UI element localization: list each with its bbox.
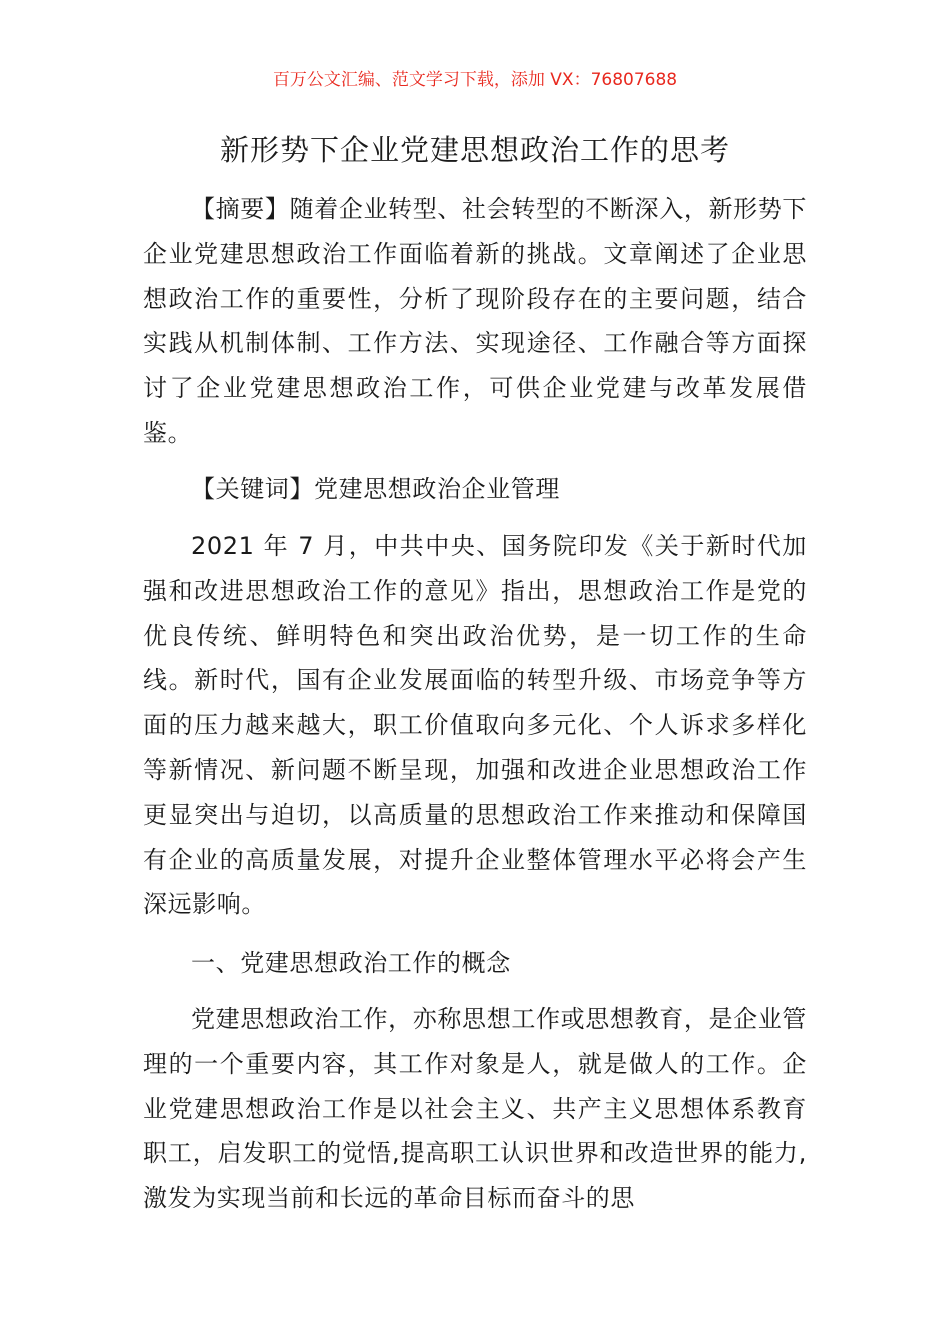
keywords-block xyxy=(143,467,807,512)
concept-block xyxy=(143,997,807,1221)
intro-paragraph: 2021 年 7 月，中共中央、国务院印发《关于新时代加强和改进思想政治工作的意见》指出，思想政治工作是党的优良传统、鲜明特色和突出政治优势，是一切工作的生命线。新时代，国有企业发展面临的转型升级、市场竞争等方面的压力越来越大，职工价值取向多元化、个人诉求多样化等新情况、新问题不断呈现，加强和改进企业思想政治工作更显突出与迫切，以高质量的思想政治工作来推动和保障国有企业的高质量发展，对提升企业整体管理水平必将会产生深远影响。 xyxy=(143,532,807,919)
section-1-heading: 一、党建思想政治工作的概念 xyxy=(191,949,511,977)
section-heading-block xyxy=(143,941,807,986)
header-notice: 百万公文汇编、范文学习下载，添加 VX：76807688 xyxy=(272,70,678,90)
abstract-paragraph: 【摘要】随着企业转型、社会转型的不断深入，新形势下企业党建思想政治工作面临着新的挑战。文章阐述了企业思想政治工作的重要性，分析了现阶段存在的主要问题，结合实践从机制体制、工作方法、实现途径、工作融合等方面探讨了企业党建思想政治工作，可供企业党建与改革发展借鉴。 xyxy=(143,195,807,447)
concept-paragraph: 党建思想政治工作，亦称思想工作或思想教育，是企业管理的一个重要内容，其工作对象是人，就是做人的工作。企业党建思想政治工作是以社会主义、共产主义思想体系教育职工，启发职工的觉悟,提高职工认识世界和改造世界的能力,激发为实现当前和长远的革命目标而奋斗的思 xyxy=(143,1005,807,1213)
abstract-block xyxy=(143,187,807,456)
intro-block xyxy=(143,524,807,927)
document-title: 新形势下企业党建思想政治工作的思考 xyxy=(219,133,730,167)
keywords-paragraph: 【关键词】党建思想政治企业管理 xyxy=(191,475,560,503)
